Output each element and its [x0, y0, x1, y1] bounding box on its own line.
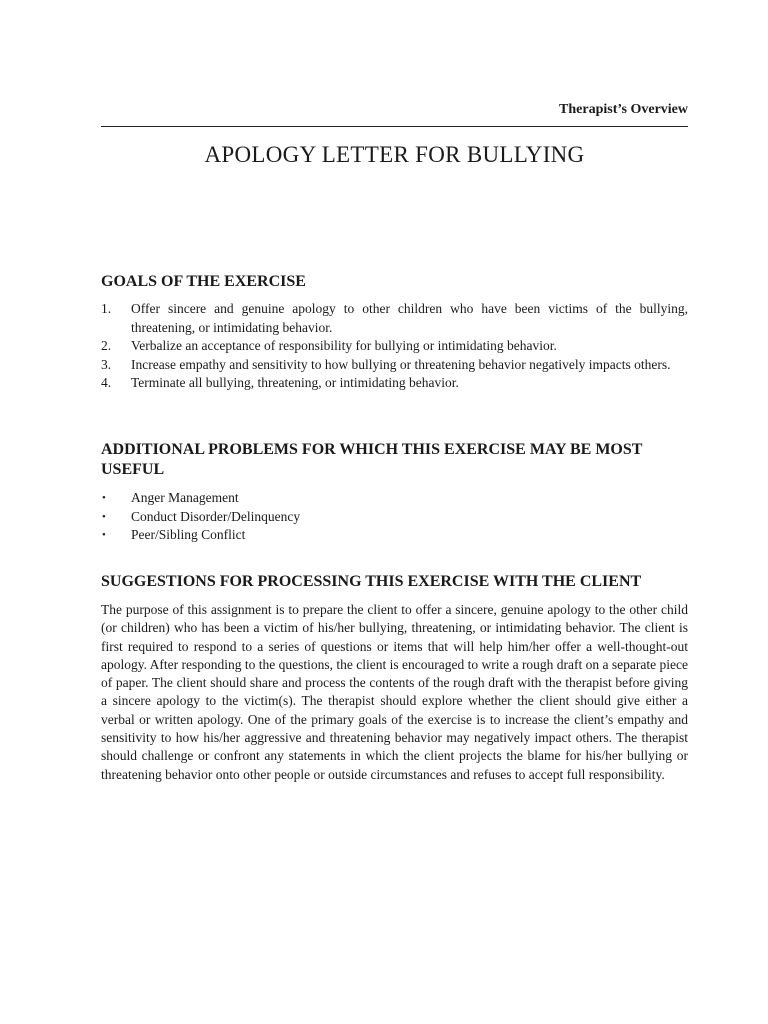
list-item	[101, 374, 688, 393]
list-item-text: Increase empathy and sensitivity to how bullying or threatening behavior negatively impacts others.	[131, 356, 671, 372]
list-item-number: 4.	[101, 375, 112, 390]
list-item-number: 2.	[101, 338, 112, 353]
list-item	[101, 526, 688, 545]
list-item	[101, 508, 688, 527]
list-item-number: 3.	[101, 356, 112, 372]
bullet-marker: •	[102, 529, 106, 541]
suggestions-paragraph: The purpose of this assignment is to prepare the client to offer a sincere, genuine apology to the other child (or children) who has been a victim of his/her bullying, threatening, or intimidating behavior. The client is first required to respond to a series of questions or items that will help him/her offer a well-thought-out apology. After responding to the questions, the client is encouraged to write a rough draft on a separate piece of paper. The client should share and process the contents of the rough draft with the therapist before giving a sincere apology to the victim(s). The therapist should explore whether the client should give either a verbal or written apology. One of the primary goals of the exercise is to increase the client’s empathy and sensitivity to how his/her aggressive and threatening behavior may negatively impact others. The therapist should challenge or confront any statements in which the client projects the blame for his/her bullying or threatening behavior onto other people or outside circumstances and refuses to accept full responsibility.	[101, 602, 688, 782]
suggestions-heading: SUGGESTIONS FOR PROCESSING THIS EXERCISE WITH THE CLIENT	[101, 573, 642, 590]
list-item	[101, 300, 688, 337]
bullet-marker: •	[102, 510, 106, 523]
list-item-text: Terminate all bullying, threatening, or intimidating behavior.	[131, 375, 459, 390]
list-item-text: Offer sincere and genuine apology to other children who have been victims of the bullying, threatening, or intimidating behavior.	[131, 301, 688, 335]
list-item	[101, 337, 688, 356]
document-page	[101, 0, 688, 1024]
additional-problems-heading: ADDITIONAL PROBLEMS FOR WHICH THIS EXERCISE MAY BE MOST USEFUL	[101, 441, 643, 478]
list-item-text: Conduct Disorder/Delinquency	[131, 508, 301, 524]
list-item-text: Peer/Sibling Conflict	[131, 527, 246, 542]
goals-list	[101, 300, 688, 393]
header-rule	[101, 126, 688, 127]
list-item-text: Verbalize an acceptance of responsibility for bullying or intimidating behavior.	[131, 338, 557, 353]
page-title: APOLOGY LETTER FOR BULLYING	[204, 142, 585, 167]
bullet-marker: •	[102, 492, 106, 504]
running-head: Therapist’s Overview	[559, 102, 688, 117]
list-item	[101, 356, 688, 375]
additional-problems-list	[101, 489, 688, 545]
goals-heading: GOALS OF THE EXERCISE	[101, 273, 306, 290]
list-item	[101, 489, 688, 508]
list-item-number: 1.	[101, 301, 112, 316]
list-item-text: Anger Management	[131, 490, 239, 505]
